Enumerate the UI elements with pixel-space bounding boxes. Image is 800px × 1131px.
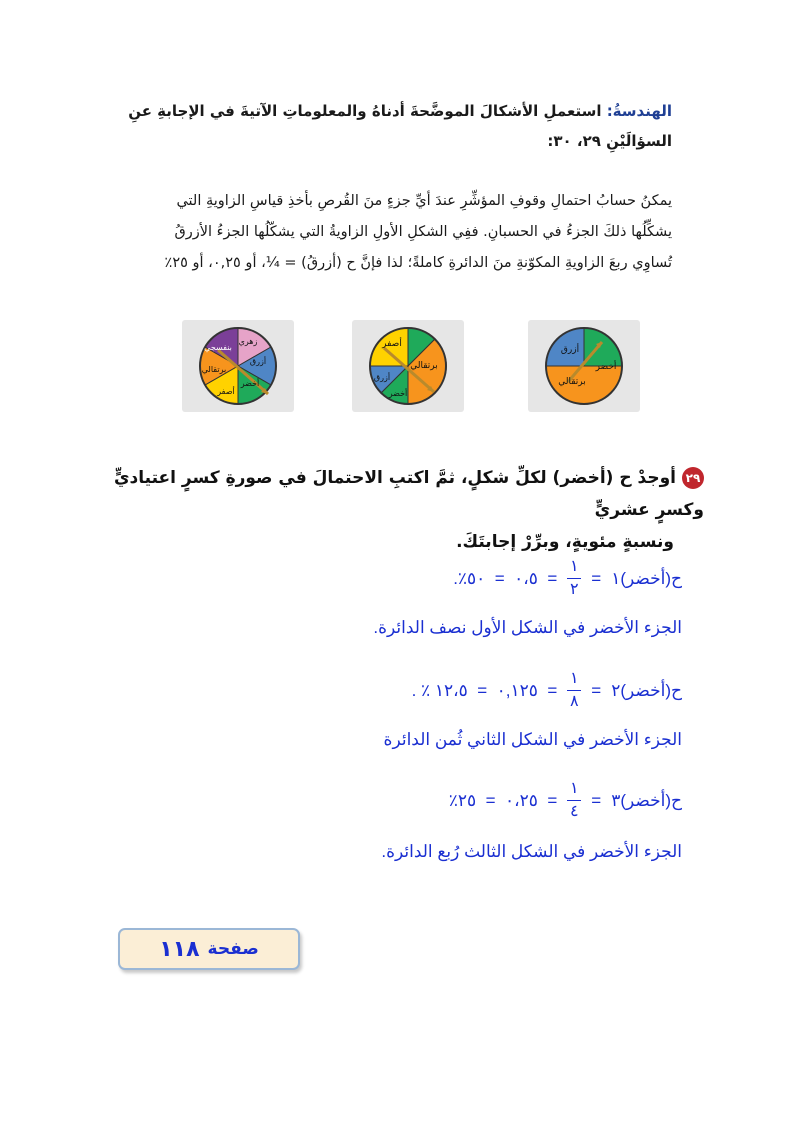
spinner-1-label-green: أخضر [595, 362, 617, 372]
answer-3-numerator: ١ [569, 780, 579, 797]
answer-2-label: ح(أخضر)٢ [611, 680, 682, 700]
question-text-1: أوجدْ ح (أخضر) لكلِّ شكلٍ، ثمَّ اكتبِ الاحتمالَ في صورةِ كسرٍ اعتياديٍّ وكسرٍ عشريٍّ [113, 468, 704, 520]
page-number-box [118, 928, 300, 970]
page-number: ١١٨ [159, 936, 200, 962]
section-heading: الهندسةُ: [606, 102, 672, 120]
spinner-2-label-blue: أزرق [373, 373, 391, 382]
page-label: صفحة [207, 939, 259, 959]
answer-1-equation [453, 558, 682, 599]
answer-3-denominator: ٤ [569, 803, 579, 820]
spinner-1 [528, 320, 640, 412]
spinner-3-card [182, 320, 294, 412]
paragraph-line-3: تُساوِي ربعَ الزاويةِ المكوّنةِ منَ الدائرةِ كاملةً؛ لذا فإنَّ ح (أزرقُ) = ¼، أو ٠,٢٥، أو ٢٥٪ [164, 255, 672, 271]
spinner-3 [182, 320, 294, 412]
question-text-2: ونسبةٍ مئويةٍ، وبرِّرْ إجابتَكَ. [456, 532, 674, 552]
spinner-3-label-green: أخضر [240, 379, 260, 388]
answer-3-rest: = ٠،٢٥ = ٢٥٪ [448, 790, 558, 810]
spinner-2-card [352, 320, 464, 412]
question-number-badge: ٢٩ [682, 467, 704, 489]
spinner-2-label-orange: برتقالي [410, 361, 438, 371]
spinner-1-label-orange: برتقالي [558, 377, 586, 387]
explanation-paragraph [92, 186, 672, 279]
spinner-1-label-blue: أزرق [560, 345, 580, 355]
spinner-3-label-pink: زهري [238, 337, 258, 346]
spinner-2-label-green: أخضر [388, 389, 408, 398]
fraction-bar [567, 800, 581, 801]
answer-1-label: ح(أخضر)١ [611, 568, 682, 588]
answer-1-rest: = ٠،٥ = ٥٠٪. [453, 568, 558, 588]
intro-body: استعملِ الأشكالَ الموضَّحةَ أدناهُ والمعلوماتِ الآتيةَ في الإجابةِ عنِ السؤالَيْنِ ٢٩، ٣٠: [128, 102, 672, 150]
spinner-2-label-yellow: أصفر [382, 339, 402, 349]
paragraph-line-2: يشكِّلُها ذلكَ الجزءُ في الحسبانِ. ففِي الشكلِ الأولِ الزاويةُ التي يشكّلُها الجزءُ الأزرقُ [174, 224, 672, 240]
answer-2-rest: = ٠,١٢٥ = ١٢،٥ ٪ . [411, 680, 558, 700]
answer-3-equation [449, 780, 682, 821]
answer-2-equation [412, 670, 682, 711]
spinner-3-label-yellow: أصفر [217, 387, 235, 396]
answer-3-label: ح(أخضر)٣ [611, 790, 682, 810]
answer-2-numerator: ١ [569, 670, 579, 687]
spinner-1-card [528, 320, 640, 412]
question-line-1 [64, 462, 704, 526]
answer-1-numerator: ١ [569, 558, 579, 575]
answer-1-equals: = [591, 568, 602, 588]
spinner-3-label-blue: أزرق [249, 357, 267, 366]
justification-2: الجزء الأخضر في الشكل الثاني ثُمن الدائرة [383, 730, 682, 749]
answer-3-fraction [567, 780, 581, 821]
paragraph-line-1: يمكنُ حسابُ احتمالِ وقوفِ المؤشِّرِ عندَ أيِّ جزءٍ منَ القُرصِ بأخذِ قياسِ الزاويةِ التي [176, 193, 672, 209]
answer-2-equals: = [591, 680, 602, 700]
justification-1: الجزء الأخضر في الشكل الأول نصف الدائرة. [373, 618, 682, 637]
justification-3: الجزء الأخضر في الشكل الثالث رُبع الدائرة. [381, 842, 682, 861]
fraction-bar [567, 578, 581, 579]
answer-1-denominator: ٢ [569, 581, 579, 598]
spinner-3-label-purple: بنفسجي [204, 343, 232, 352]
answer-2-denominator: ٨ [569, 693, 579, 710]
spinner-2 [352, 320, 464, 412]
fraction-bar [567, 690, 581, 691]
spinner-3-label-orange: برتقالي [201, 365, 227, 374]
intro-text [112, 96, 672, 156]
answer-2-fraction [567, 670, 581, 711]
answer-3-equals: = [591, 790, 602, 810]
answer-1-fraction [567, 558, 581, 599]
question-29 [64, 462, 704, 558]
